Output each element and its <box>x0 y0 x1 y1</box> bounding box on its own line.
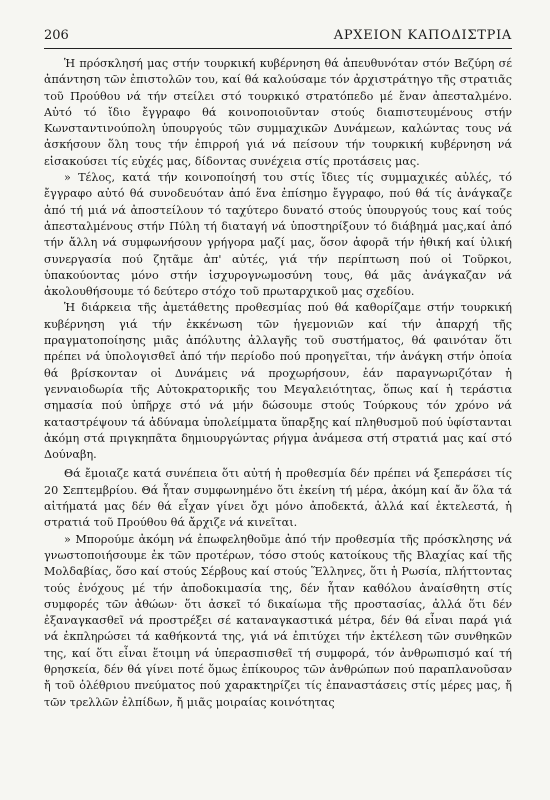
paragraph: Ἡ διάρκεια τῆς ἀμετάθετης προθεσμίας πού θά καθορίζαμε στήν τουρκική κυβέρνηση γιά τήν ἐκκένωση τῶν ἡγεμονιῶν καί τήν ἀπαρχή τῆς πραγματοποίησης μιᾶς ἀπόλυτης ἀλλαγῆς τοῦ συστήματος, θά φαινόταν ὅτι πρέπει νά ὑπολογισθεῖ ἀπό τήν περίοδο πού προηγεῖται, τήν ἀνάγκη στήν ὁποία θά βρίσκονταν οἱ Δυνάμεις νά προχωρήσουν, ἐάν παραγνωριζόταν ἡ γενναιοδωρία τῆς Αὐτοκρατορικῆς του Μεγαλειότητας, ὅπως καί ἡ τεράστια σημασία πού ὑπῆρχε στό νά μήν δώσουμε στούς Τούρκους τόν χρόνο νά καταστρέψουν τά ἀδύναμα ὑπολείμματα ὕπαρξης καί πληθυσμοῦ πού ὑφίστανται ἀκόμη στά πριγκηπᾶτα δημιουργώντας ρήγμα ἀνάμεσα στή στρατιά μας καί στό Δούναβη. <box>44 301 512 462</box>
page-header <box>44 26 512 49</box>
paragraph: Θά ἔμοιαζε κατά συνέπεια ὅτι αὐτή ἡ προθεσμία δέν πρέπει νά ξεπεράσει τίς 20 Σεπτεμβρίου. Θά ἦταν συμφωνημένο ὅτι ἐκείνη τή μέρα, ἀκόμη καί ἄν ὅλα τά αἰτήματά μας δέν θά εἶχαν γίνει ὄχι μόνο ἀποδεκτά, ἀλλά καί ἐκτελεστά, ἡ στρατιά τοῦ Προύθου θά ἄρχιζε νά κινεῖται. <box>44 467 512 530</box>
paragraph: Ἡ πρόσκλησή μας στήν τουρκική κυβέρνηση θά ἀπευθυνόταν στόν Βεζύρη σέ ἀπάντηση τῶν ἐπιστολῶν του, καί θά καλούσαμε τόν ἀρχιστράτηγο τῆς στρατιᾶς τοῦ Προύθου νά τήν στείλει στό τουρκικό στρατόπεδο μέ ἕναν ἀπεσταλμένο. Αὐτό τό ἴδιο ἔγγραφο θά κοινοποιοῦνταν στούς διαπιστευμένους στήν Κωνσταντινούπολη ὑπουργούς τῶν συμμαχικῶν Δυνάμεων, καλώντας τους νά ἀσκήσουν ὅλη τους τήν ἐπιρροή γιά νά πείσουν τήν τουρκική κυβέρνηση νά εἰσακούσει τίς εὐχές μας, δίδοντας συνέχεια στίς προτάσεις μας. <box>44 57 512 168</box>
body-text <box>44 56 512 794</box>
paragraph: » Μπορούμε ἀκόμη νά ἐπωφεληθοῦμε ἀπό τήν προθεσμία τῆς πρόσκλησης νά γνωστοποιήσουμε ἐκ τῶν προτέρων, τόσο στούς κατοίκους τῆς Βλαχίας καί τῆς Μολδαβίας, ὅσο καί στούς Σέρβους καί στούς Ἕλληνες, ὅτι ἡ Ρωσία, πλήττοντας τούς ἐνόχους μέ τήν ἀποδοκιμασία της, δέν ἦταν καθόλου ἀναίσθητη στίς συμφορές τῶν ἀθώων· ὅτι ἀσκεῖ τό δικαίωμα τῆς προστασίας, ἀλλά ὅτι δέν ἐξαναγκασθεῖ νά προστρέξει σέ καταναγκαστικά μέτρα, δέν θά εἶναι παρά γιά νά ἐκπληρώσει τά καθήκοντά της, γιά νά ἐπιτύχει τήν ἐκτέλεση τῶν συνθηκῶν της, καί ὅτι εἶναι ἕτοιμη νά ὑπερασπισθεῖ τή συμφορά, τόν ἀνθρωπισμό καί τή θρησκεία, δέν θά γίνει ποτέ ὅμως ἐπίκουρος τῶν ἀνθρώπων πού παραπλανοῦσαν ἤ τοῦ ὀλέθριου πνεύματος πού χαρακτηρίζει τίς ἐπαναστάσεις στίς μέρες μας, ἤ τῶν τρελλῶν ἐλπίδων, ἤ μιᾶς μοιραίας κοινότητας <box>44 532 512 709</box>
running-title: ΑΡΧΕΙΟΝ ΚΑΠΟΔΙΣΤΡΙΑ <box>333 28 512 43</box>
page-number: 206 <box>44 28 69 43</box>
paragraph: » Τέλος, κατά τήν κοινοποίησή του στίς ἴδιες τίς συμμαχικές αὐλές, τό ἔγγραφο αὐτό θά συνοδευόταν ἀπό ἕνα ἐπίσημο ἔγγραφο, πού θά τίς ἀνάγκαζε ἀπό τή μιά νά ἀποστείλουν τό ταχύτερο δυνατό στούς ὑπουργούς τους καί τούς ἀπεσταλμένους στήν Πύλη τή διαταγή νά ὑποστηρίξουν τό διάβημά μας,καί ἀπό τήν ἄλλη νά συμφωνήσουν γρήγορα μαζί μας, ὅσον ἀφορᾶ τήν ἠθική καί ὑλική συνεργασία πού ζητᾶμε ἀπ' αὐτές, γιά τήν περίπτωση πού οἱ Τοῦρκοι, ὑπακούοντας μόνο στήν ἰσχυρογνωμοσύνη τους, θά μᾶς ἀνάγκαζαν νά ἀκολουθήσουμε τό δεύτερο στόχο τοῦ πρωταρχικοῦ μας σχεδίου. <box>44 171 512 299</box>
